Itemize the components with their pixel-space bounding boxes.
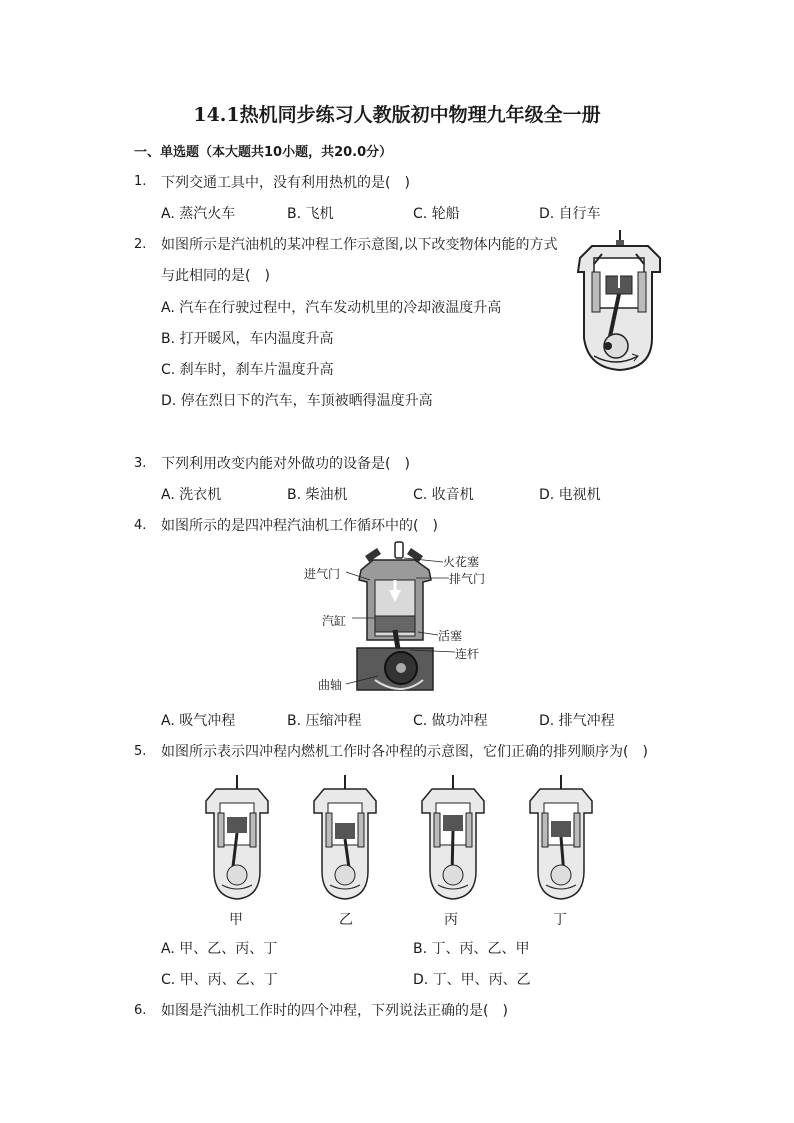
page-title: 14.1热机同步练习人教版初中物理九年级全一册 (193, 104, 601, 126)
question-5-engine-diagram-2 (310, 773, 380, 901)
question-5-caption-bing: 丙 (444, 912, 458, 928)
question-5-engine-diagram-1 (202, 773, 272, 901)
question-5-number: 5. (134, 744, 147, 759)
label-piston: 活塞 (438, 629, 463, 643)
question-1-option-b: B. 飞机 (287, 206, 334, 222)
question-4-number: 4. (134, 518, 147, 533)
label-cylinder: 汽缸 (322, 614, 347, 628)
section-heading: 一、单选题（本大题共10小题，共20.0分） (134, 145, 393, 160)
question-5-option-c: C. 甲、丙、乙、丁 (161, 972, 278, 988)
question-3-option-b: B. 柴油机 (287, 487, 348, 503)
question-2-text-line1: 如图所示是汽油机的某冲程工作示意图,以下改变物体内能的方式 (161, 237, 558, 253)
question-4-option-b: B. 压缩冲程 (287, 713, 362, 729)
question-3-number: 3. (134, 456, 147, 471)
question-5-engine-diagram-4 (526, 773, 596, 901)
label-crankshaft: 曲轴 (318, 678, 343, 692)
question-5-option-a: A. 甲、乙、丙、丁 (161, 941, 278, 957)
question-4-option-d: D. 排气冲程 (539, 713, 615, 729)
label-connecting-rod: 连杆 (455, 647, 480, 661)
question-6-number: 6. (134, 1003, 147, 1018)
question-4-option-a: A. 吸气冲程 (161, 713, 236, 729)
question-5-text: 如图所示表示四冲程内燃机工作时各冲程的示意图，它们正确的排列顺序为( ) (161, 744, 648, 760)
question-2-option-b: B. 打开暖风，车内温度升高 (161, 331, 334, 347)
question-2-text-line2: 与此相同的是( ) (161, 268, 270, 284)
question-2-option-a: A. 汽车在行驶过程中，汽车发动机里的冷却液温度升高 (161, 300, 502, 316)
question-6-text: 如图是汽油机工作时的四个冲程，下列说法正确的是( ) (161, 1003, 508, 1019)
question-2-option-c: C. 刹车时，刹车片温度升高 (161, 362, 334, 378)
question-2-engine-figure (572, 228, 664, 376)
question-5-option-d: D. 丁、甲、丙、乙 (413, 972, 531, 988)
question-2-number: 2. (134, 237, 147, 252)
question-1-option-a: A. 蒸汽火车 (161, 206, 236, 222)
question-1-number: 1. (134, 174, 147, 189)
question-3-option-c: C. 收音机 (413, 487, 474, 503)
question-1-option-c: C. 轮船 (413, 206, 460, 222)
label-intake-valve: 进气门 (304, 567, 341, 581)
question-4-option-c: C. 做功冲程 (413, 713, 488, 729)
label-exhaust-valve: 排气门 (449, 572, 486, 586)
question-4-text: 如图所示的是四冲程汽油机工作循环中的( ) (161, 518, 438, 534)
question-4-leader-lines (300, 550, 500, 690)
label-spark-plug: 火花塞 (443, 555, 480, 569)
question-5-option-b: B. 丁、丙、乙、甲 (413, 941, 530, 957)
question-5-caption-jia: 甲 (229, 912, 243, 928)
question-5-caption-ding: 丁 (553, 912, 567, 928)
question-3-option-d: D. 电视机 (539, 487, 601, 503)
question-1-option-d: D. 自行车 (539, 206, 601, 222)
question-5-engine-diagram-3 (418, 773, 488, 901)
question-3-option-a: A. 洗衣机 (161, 487, 222, 503)
question-3-text: 下列利用改变内能对外做功的设备是( ) (161, 456, 410, 472)
question-1-text: 下列交通工具中，没有利用热机的是( ) (161, 175, 410, 191)
question-5-caption-yi: 乙 (339, 912, 353, 928)
question-2-option-d: D. 停在烈日下的汽车，车顶被晒得温度升高 (161, 393, 433, 409)
